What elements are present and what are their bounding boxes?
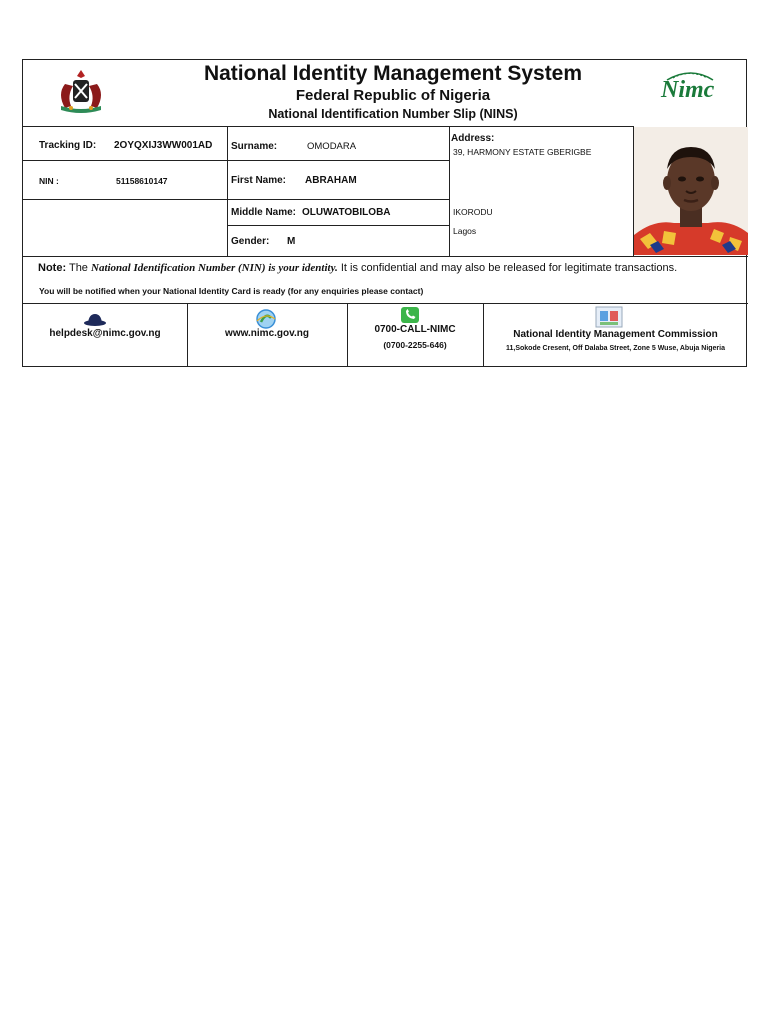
address-line3: Lagos bbox=[453, 226, 477, 236]
first-name-value: ABRAHAM bbox=[305, 175, 357, 186]
building-icon bbox=[595, 306, 623, 328]
note-text-prefix: The bbox=[68, 262, 88, 274]
address-label: Address: bbox=[451, 133, 495, 144]
hat-icon bbox=[84, 312, 106, 326]
phone-icon bbox=[401, 307, 419, 323]
nin-label: NIN : bbox=[39, 176, 59, 186]
note-text-suffix: It is confidential and may also be released for legitimate transactions. bbox=[340, 262, 678, 274]
email-contact[interactable]: helpdesk@nimc.gov.ng bbox=[49, 328, 161, 339]
note-line bbox=[38, 262, 677, 274]
address-line2: IKORODU bbox=[453, 207, 493, 217]
nin-value: 51158610147 bbox=[116, 176, 168, 186]
address-line1: 39, HARMONY ESTATE GBERIGBE bbox=[453, 147, 592, 157]
nin-slip bbox=[22, 59, 747, 367]
holder-photo bbox=[634, 127, 748, 255]
middle-name-value: OLUWATOBILOBA bbox=[302, 207, 391, 218]
org-name: National Identity Management Commission bbox=[513, 329, 718, 340]
gender-value: M bbox=[287, 236, 296, 247]
org-address: 11,Sokode Cresent, Off Dalaba Street, Zone 5 Wuse, Abuja Nigeria bbox=[505, 345, 725, 352]
first-name-label: First Name: bbox=[231, 175, 287, 186]
nimc-logo-text: Nimc bbox=[661, 77, 715, 103]
slip-title: National Identification Number Slip (NINS) bbox=[268, 107, 518, 121]
surname-label: Surname: bbox=[231, 141, 278, 152]
note-label: Note: bbox=[38, 262, 67, 274]
coat-of-arms-icon bbox=[51, 66, 111, 114]
nimc-logo bbox=[659, 68, 721, 106]
note-emphasis: National Identification Number (NIN) is your identity. bbox=[91, 262, 338, 274]
country-subtitle: Federal Republic of Nigeria bbox=[295, 87, 491, 104]
middle-name-label: Middle Name: bbox=[231, 207, 297, 218]
website-link[interactable]: www.nimc.gov.ng bbox=[225, 328, 309, 339]
tracking-id-label: Tracking ID: bbox=[39, 140, 97, 151]
tracking-id-value: 2OYQXIJ3WW001AD bbox=[114, 140, 213, 151]
system-title: National Identity Management System bbox=[203, 62, 583, 85]
phone-number[interactable]: 0700-CALL-NIMC bbox=[374, 324, 456, 335]
globe-icon bbox=[255, 308, 277, 330]
phone-digits: (0700-2255-646) bbox=[383, 340, 447, 350]
gender-label: Gender: bbox=[231, 236, 270, 247]
notify-text: You will be notified when your National Identity Card is ready (for any enquiries please contact) bbox=[39, 286, 424, 296]
surname-value: OMODARA bbox=[307, 141, 357, 152]
